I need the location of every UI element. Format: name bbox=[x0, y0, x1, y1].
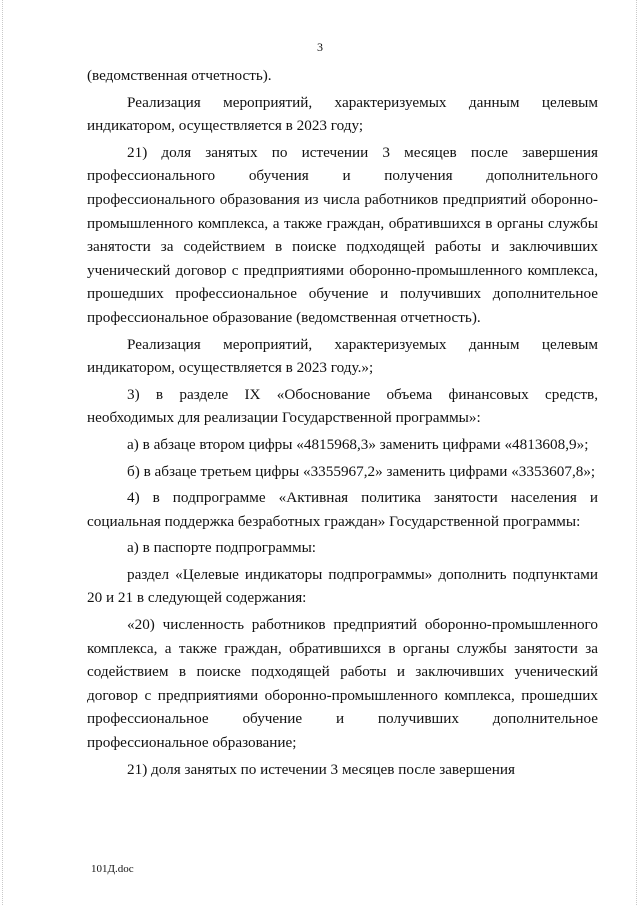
paragraph-item-b: б) в абзаце третьем цифры «3355967,2» заменить цифрами «3353607,8»; bbox=[127, 462, 596, 480]
paragraph-section-ix: 3) в разделе IX «Обоснование объема финансовых средств, необходимых для реализации Государственной программы»: bbox=[87, 385, 598, 427]
paragraph-item-a: а) в абзаце втором цифры «4815968,3» заменить цифрами «4813608,9»; bbox=[127, 435, 589, 453]
paragraph-implementation-note: Реализация мероприятий, характеризуемых данным целевым индикатором, осуществляется в 2023 году; bbox=[87, 93, 598, 135]
paragraph-section-indicators: раздел «Целевые индикаторы подпрограммы» дополнить подпунктами 20 и 21 в следующей содержания: bbox=[87, 565, 598, 607]
page-edge-left bbox=[2, 0, 4, 905]
footer-filename: 101Д.doc bbox=[91, 863, 134, 875]
page-number: 3 bbox=[317, 40, 323, 54]
paragraph-indicator-20: «20) численность работников предприятий оборонно-промышленного комплекса, а также граждан, обратившихся в органы службы занятости за содействием в поиске подходящей работы и заключивших ученический договор с предприятиями оборонно-промышленного комплекса, прошедших профессиональное обучение и получивших дополнительное профессиональное образование; bbox=[87, 616, 598, 752]
paragraph-reporting-source: (ведомственная отчетность). bbox=[87, 67, 272, 84]
paragraph-subprogram: 4) в подпрограмме «Активная политика занятости населения и социальная поддержка безработных граждан» Государственной программы: bbox=[87, 489, 598, 530]
document-body bbox=[87, 64, 598, 781]
paragraph-passport: а) в паспорте подпрограммы: bbox=[127, 539, 316, 557]
paragraph-implementation-note-2: Реализация мероприятий, характеризуемых данным целевым индикатором, осуществляется в 2023 году.»; bbox=[87, 335, 598, 377]
paragraph-indicator-21-start: 21) доля занятых по истечении 3 месяцев после завершения bbox=[127, 760, 516, 778]
page-edge-right bbox=[636, 0, 638, 905]
paragraph-indicator-21: 21) доля занятых по истечении 3 месяцев после завершения профессионального обучения и получения дополнительного профессионального образования из числа работников предприятий оборонно-промышленного комплекса, а также граждан, обратившихся в органы службы занятости за содействием в поиске подходящей работы и заключивших ученический договор с предприятиями оборонно-промышленного комплекса, прошедших профессиональное обучение и получивших дополнительное профессиональное образование (ведомственная отчетность). bbox=[87, 143, 598, 326]
